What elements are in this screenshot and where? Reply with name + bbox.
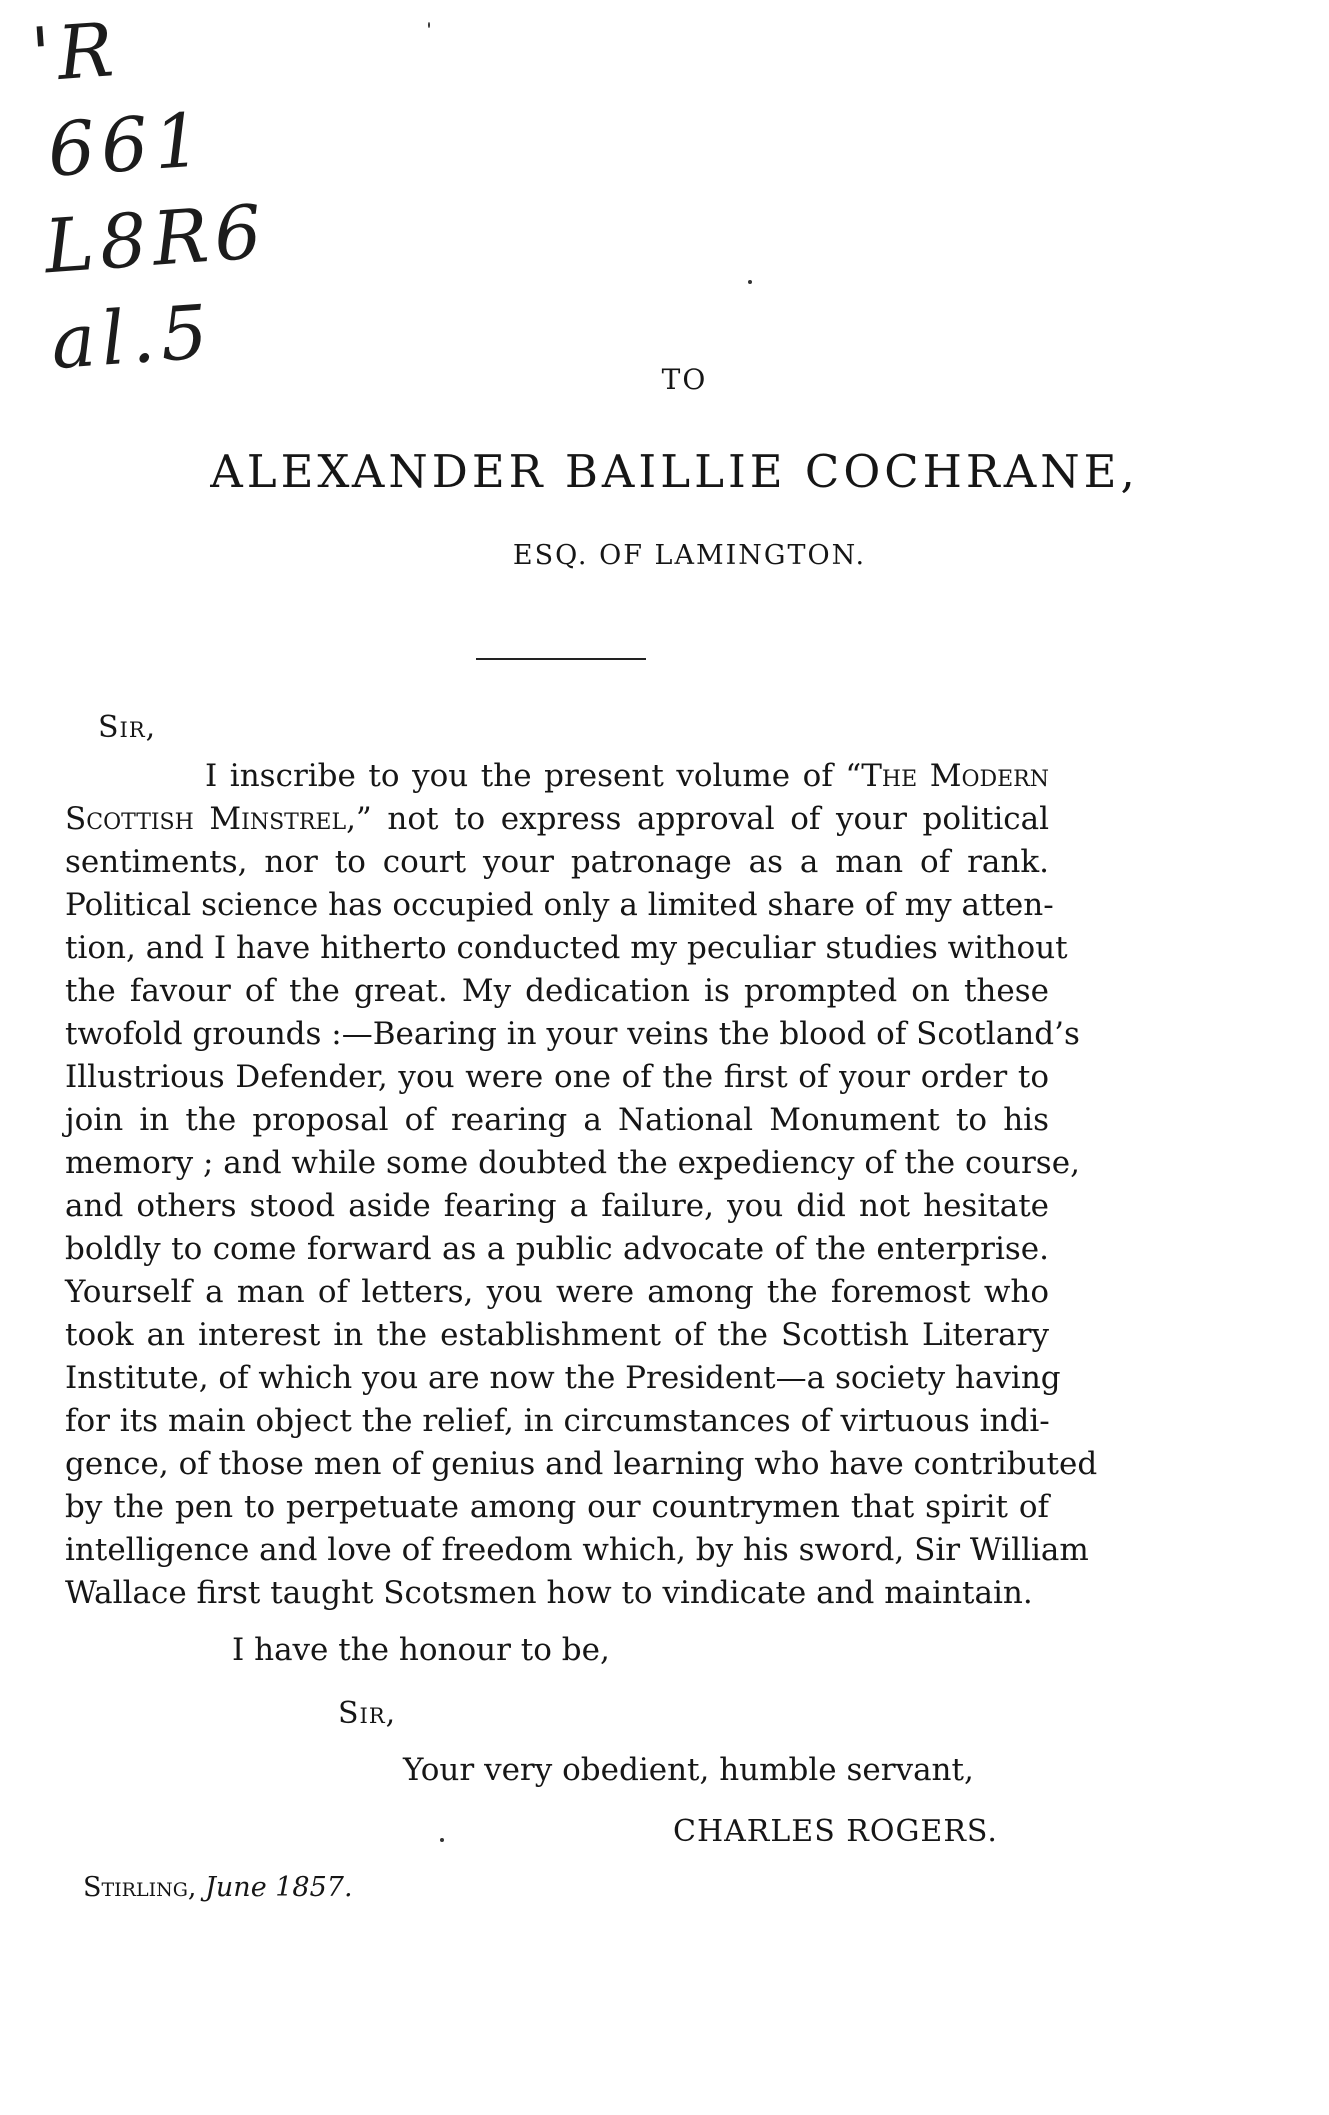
dedicatee-title: ESQ. OF LAMINGTON.	[512, 540, 867, 571]
signature: CHARLES ROGERS.	[673, 1814, 998, 1849]
body-line: gence, of those men of genius and learning who have contributed	[65, 1446, 1098, 1482]
body-line: Illustrious Defender, you were one of the first of your order to	[65, 1059, 1049, 1095]
body-line: Wallace first taught Scotsmen how to vindicate and maintain.	[65, 1575, 1033, 1611]
body-line: boldly to come forward as a public advocate of the enterprise.	[65, 1231, 1049, 1267]
ink-speck	[428, 22, 430, 28]
body-line: intelligence and love of freedom which, by his sword, Sir William	[65, 1532, 1089, 1568]
body-line: Political science has occupied only a limited share of my atten-	[65, 887, 1054, 923]
body-line: sentiments, nor to court your patronage as a man of rank.	[65, 844, 1049, 880]
place: Stirling,	[83, 1872, 197, 1903]
dedication-body	[65, 755, 1098, 1615]
shelfmark-line: 661	[45, 96, 210, 194]
body-line: the favour of the great. My dedication is prompted on these	[65, 973, 1049, 1009]
handwritten-shelfmark	[28, 0, 277, 391]
body-line: Institute, of which you are now the President—a society having	[65, 1360, 1061, 1396]
closing-honour: I have the honour to be,	[232, 1632, 610, 1668]
body-line: took an interest in the establishment of the Scottish Literary	[65, 1317, 1049, 1353]
closing-servant: Your very obedient, humble servant,	[403, 1752, 974, 1788]
ink-speck	[748, 280, 752, 284]
shelfmark-line: L8R6	[41, 188, 271, 291]
ink-speck	[440, 1838, 444, 1842]
divider-rule	[476, 658, 646, 660]
body-line: I inscribe to you the present volume of “The Modern	[205, 758, 1049, 794]
body-line: and others stood aside fearing a failure, you did not hesitate	[65, 1188, 1049, 1224]
place-date	[83, 1872, 353, 1903]
body-line: Scottish Minstrel,” not to express approval of your political	[65, 801, 1049, 837]
body-line: join in the proposal of rearing a National Monument to his	[65, 1102, 1049, 1138]
shelfmark-line: 'R	[28, 6, 123, 99]
body-line: tion, and I have hitherto conducted my peculiar studies without	[65, 930, 1068, 966]
dedicatee-name: ALEXANDER BAILLIE COCHRANE,	[210, 445, 1139, 498]
salutation: Sir,	[98, 710, 157, 745]
body-line: by the pen to perpetuate among our countrymen that spirit of	[65, 1489, 1049, 1525]
dedication-to: TO	[661, 363, 708, 396]
date: June 1857.	[205, 1872, 353, 1903]
body-line: for its main object the relief, in circumstances of virtuous indi-	[65, 1403, 1050, 1439]
closing-sir: Sir,	[338, 1696, 397, 1731]
body-line: twofold grounds :—Bearing in your veins the blood of Scotland’s	[65, 1016, 1080, 1052]
shelfmark-line: al.5	[48, 288, 217, 387]
body-line: memory ; and while some doubted the expediency of the course,	[65, 1145, 1080, 1181]
body-line: Yourself a man of letters, you were among the foremost who	[65, 1274, 1049, 1310]
